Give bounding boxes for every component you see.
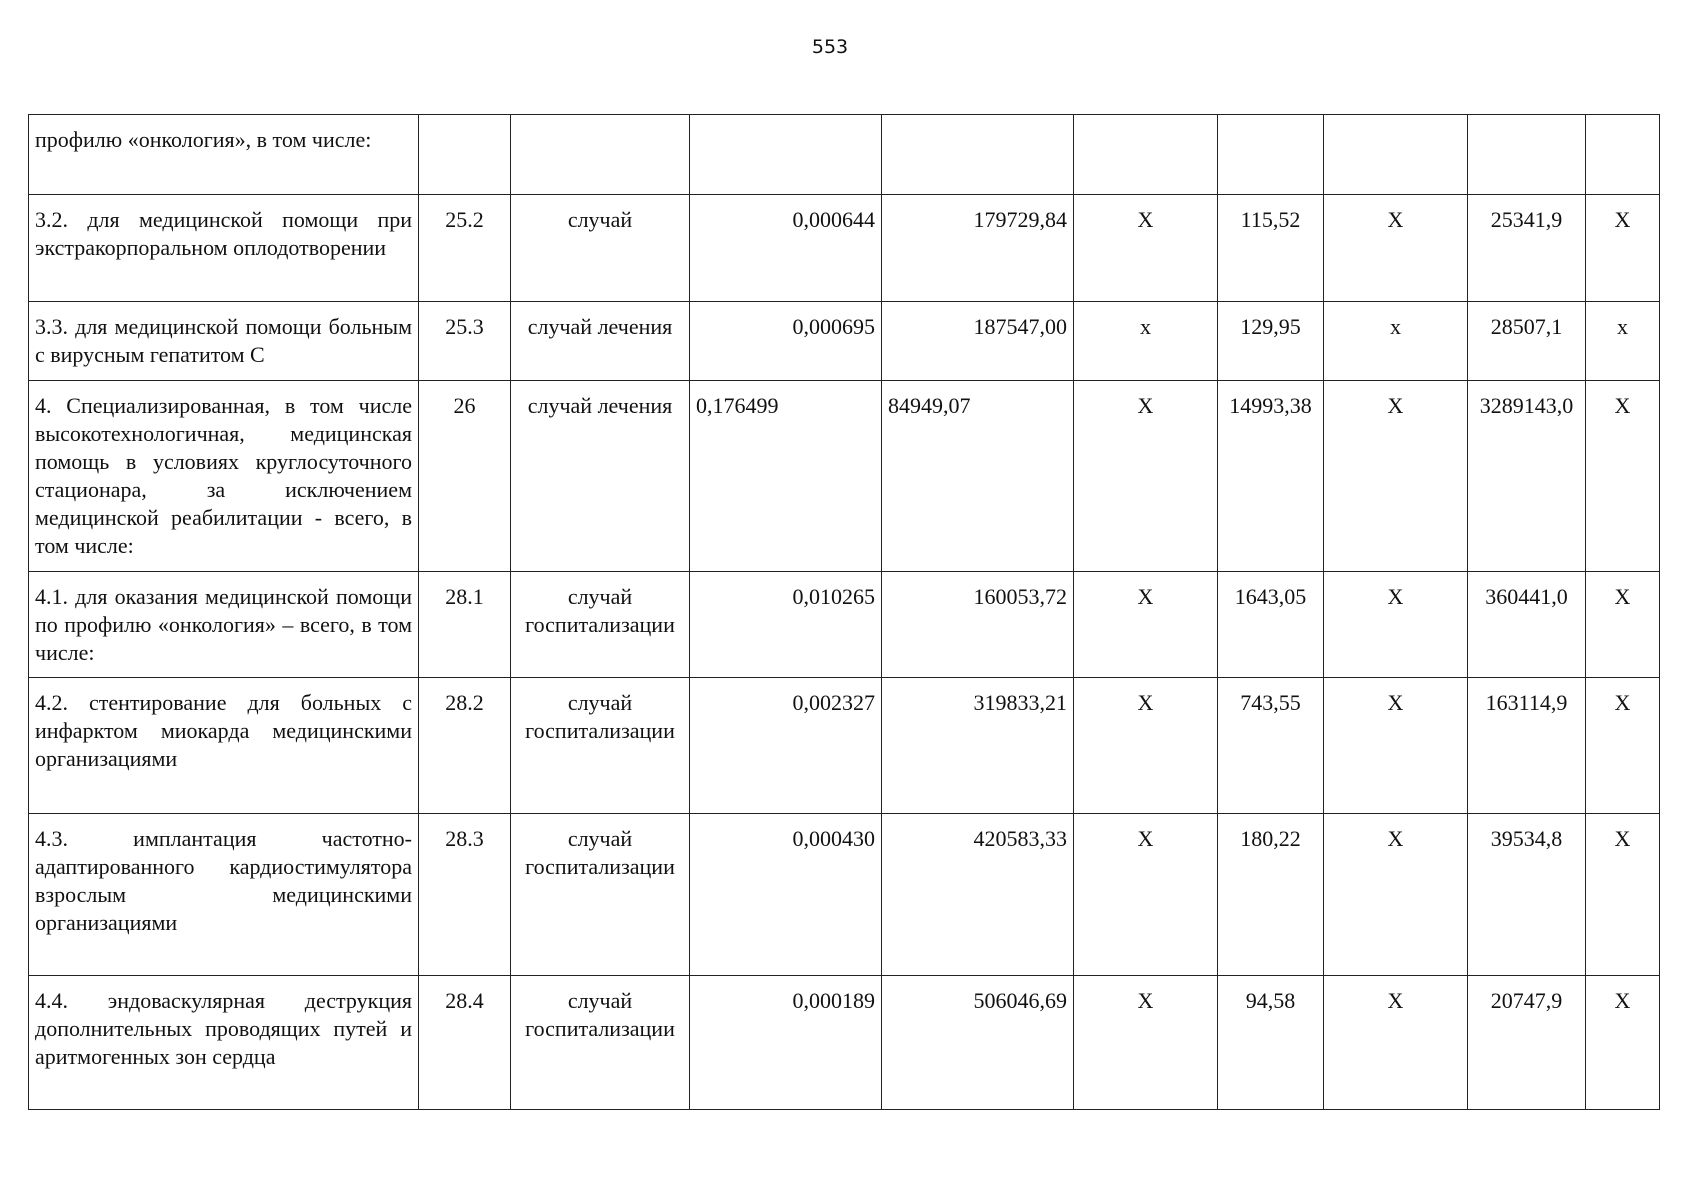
row-value-1: 14993,38 [1218,381,1324,572]
row-value-1: 115,52 [1218,195,1324,302]
row-mark-1: Х [1074,572,1218,678]
row-value-2: 28507,1 [1468,302,1586,381]
row-value-2: 39534,8 [1468,814,1586,976]
row-value-2: 3289143,0 [1468,381,1586,572]
table-row [29,976,1660,1110]
row-mark-3: Х [1586,195,1660,302]
row-unit: случай госпитализации [511,678,690,814]
row-norm [690,115,882,195]
row-mark-2: Х [1324,381,1468,572]
row-mark-3: Х [1586,976,1660,1110]
row-description: 4.4. эндоваскулярная деструкция дополнительных проводящих путей и аритмогенных зон сердца [29,976,419,1110]
row-mark-3: Х [1586,572,1660,678]
row-mark-1: Х [1074,381,1218,572]
table-row [29,678,1660,814]
row-unit: случай госпитализации [511,814,690,976]
row-value-2 [1468,115,1586,195]
row-mark-2: Х [1324,814,1468,976]
row-value-2: 163114,9 [1468,678,1586,814]
row-norm: 0,010265 [690,572,882,678]
row-code: 28.2 [419,678,511,814]
row-description: 4.3. имплантация частотно-адаптированного кардиостимулятора взрослым медицинскими организациями [29,814,419,976]
row-mark-1: Х [1074,814,1218,976]
row-cost: 179729,84 [882,195,1074,302]
financing-table [28,114,1660,1110]
table-row [29,381,1660,572]
row-code: 25.2 [419,195,511,302]
row-value-1: 1643,05 [1218,572,1324,678]
page-number: 553 [811,36,849,58]
row-mark-3 [1586,115,1660,195]
row-code: 28.4 [419,976,511,1110]
row-value-2: 25341,9 [1468,195,1586,302]
table-row [29,302,1660,381]
row-mark-1: Х [1074,976,1218,1110]
row-mark-2: Х [1324,572,1468,678]
row-code: 26 [419,381,511,572]
row-norm: 0,002327 [690,678,882,814]
row-description: 4.1. для оказания медицинской помощи по профилю «онкология» – всего, в том числе: [29,572,419,678]
row-value-1: 180,22 [1218,814,1324,976]
row-description: 3.3. для медицинской помощи больным с вирусным гепатитом С [29,302,419,381]
row-description: 4.2. стентирование для больных с инфарктом миокарда медицинскими организациями [29,678,419,814]
row-unit [511,115,690,195]
row-cost: 420583,33 [882,814,1074,976]
row-unit: случай госпитализации [511,572,690,678]
row-mark-2: Х [1324,976,1468,1110]
row-mark-1 [1074,115,1218,195]
row-cost: 319833,21 [882,678,1074,814]
row-mark-1: Х [1074,678,1218,814]
row-unit: случай госпитализации [511,976,690,1110]
table-row [29,115,1660,195]
row-mark-3: Х [1586,381,1660,572]
table-row [29,572,1660,678]
row-mark-1: х [1074,302,1218,381]
row-cost: 506046,69 [882,976,1074,1110]
row-value-1: 129,95 [1218,302,1324,381]
row-code: 28.3 [419,814,511,976]
row-unit: случай лечения [511,381,690,572]
row-value-1: 743,55 [1218,678,1324,814]
row-code: 25.3 [419,302,511,381]
row-norm: 0,000644 [690,195,882,302]
row-unit: случай лечения [511,302,690,381]
row-mark-3: х [1586,302,1660,381]
row-mark-2: Х [1324,195,1468,302]
row-mark-3: Х [1586,678,1660,814]
row-norm: 0,176499 [690,381,882,572]
row-description: 4. Специализированная, в том числе высокотехнологичная, медицинская помощь в условиях круглосуточного стационара, за исключением медицинской реабилитации - всего, в том числе: [29,381,419,572]
row-mark-2 [1324,115,1468,195]
row-cost: 84949,07 [882,381,1074,572]
row-value-2: 360441,0 [1468,572,1586,678]
row-cost: 187547,00 [882,302,1074,381]
row-value-1 [1218,115,1324,195]
row-cost: 160053,72 [882,572,1074,678]
row-code: 28.1 [419,572,511,678]
row-cost [882,115,1074,195]
row-mark-2: х [1324,302,1468,381]
row-unit: случай [511,195,690,302]
row-mark-1: Х [1074,195,1218,302]
row-value-2: 20747,9 [1468,976,1586,1110]
row-norm: 0,000430 [690,814,882,976]
row-mark-2: Х [1324,678,1468,814]
table-row [29,814,1660,976]
row-mark-3: Х [1586,814,1660,976]
row-norm: 0,000189 [690,976,882,1110]
row-description: 3.2. для медицинской помощи при экстракорпоральном оплодотворении [29,195,419,302]
row-value-1: 94,58 [1218,976,1324,1110]
row-description: профилю «онкология», в том числе: [29,115,419,195]
row-norm: 0,000695 [690,302,882,381]
table-row [29,195,1660,302]
row-code [419,115,511,195]
